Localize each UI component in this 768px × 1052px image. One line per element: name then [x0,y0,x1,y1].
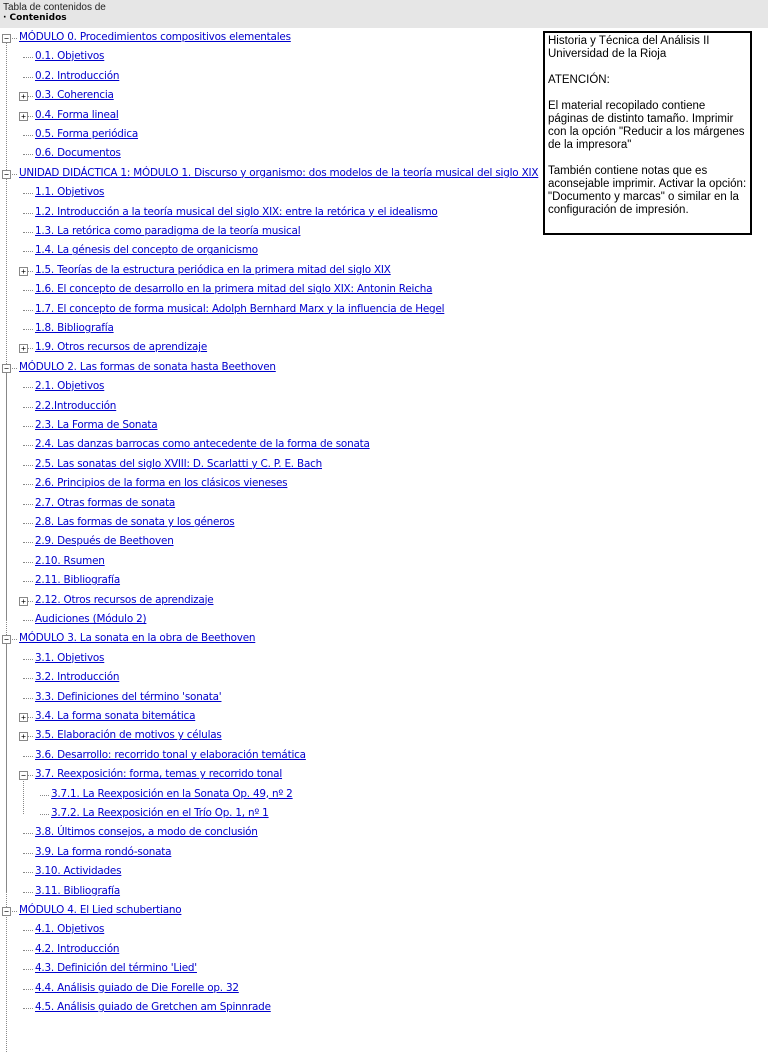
toc-link[interactable]: 1.3. La retórica como paradigma de la teoría musical [35,225,301,237]
expand-icon[interactable]: + [19,344,28,353]
tree-item [0,67,540,86]
toc-link[interactable]: 3.3. Definiciones del término 'sonata' [35,690,222,703]
expand-icon[interactable]: + [19,713,28,722]
toc-link[interactable]: 1.7. El concepto de forma musical: Adolph Bernhard Marx y la influencia de Hegel [35,302,445,315]
toc-link[interactable]: 3.9. La forma rondó-sonata [35,845,172,858]
tree-item [0,804,540,823]
tree-item [0,901,540,920]
tree-item [0,164,540,183]
expand-icon[interactable]: + [19,732,28,741]
tree-item [0,979,540,998]
toc-link[interactable]: MÓDULO 3. La sonata en la obra de Beethoven [19,632,256,645]
tree-item [0,300,540,319]
toc-link[interactable]: 4.5. Análisis guiado de Gretchen am Spinnrade [35,1001,271,1013]
toc-link[interactable]: 3.7. Reexposición: forma, temas y recorrido tonal [35,768,283,781]
tree-item [0,86,540,105]
collapse-icon[interactable]: − [2,170,11,179]
tree-item [0,610,540,629]
tree-item [0,726,540,745]
tree-item [0,765,540,784]
tree-item [0,707,540,726]
tree-item [0,629,540,648]
toc-link[interactable]: 2.10. Rsumen [35,554,105,567]
tree-item [0,746,540,765]
collapse-icon[interactable]: − [2,364,11,373]
tree-item [0,416,540,435]
toc-tree [0,28,540,1024]
toc-link[interactable]: 3.7.2. La Reexposición en el Trío Op. 1, nº 1 [51,807,269,819]
tree-item [0,261,540,280]
tree-spine [6,915,7,1008]
collapse-icon[interactable]: − [19,771,28,780]
tree-item [0,338,540,357]
toc-link[interactable]: 2.7. Otras formas de sonata [35,496,176,509]
tree-item [0,280,540,299]
toc-link[interactable]: 4.2. Introducción [35,942,120,955]
toc-link[interactable]: 2.2.Introducción [35,399,117,412]
toc-link[interactable]: 2.1. Objetivos [35,380,105,393]
toc-link[interactable]: 3.2. Introducción [35,671,120,684]
toc-link[interactable]: 1.9. Otros recursos de aprendizaje [35,341,208,354]
toc-header [0,0,768,28]
tree-item [0,241,540,260]
toc-link[interactable]: MÓDULO 4. El Lied schubertiano [19,904,182,916]
toc-link[interactable]: 0.5. Forma periódica [35,128,139,140]
toc-link[interactable]: 1.2. Introducción a la teoría musical del siglo XIX: entre la retórica y el idealismo [35,205,438,218]
toc-link[interactable]: 1.1. Objetivos [35,186,105,199]
tree-item [0,144,540,163]
tree-item [0,222,540,241]
toc-link[interactable]: 3.5. Elaboración de motivos y células [35,729,222,742]
tree-item [0,513,540,532]
tree-item [0,183,540,202]
toc-link[interactable]: 2.4. Las danzas barrocas como antecedente de la forma de sonata [35,438,370,451]
tree-spine [6,643,7,891]
tree-spine [6,42,7,154]
toc-link[interactable]: 2.8. Las formas de sonata y los géneros [35,516,235,528]
toc-title: Tabla de contenidos de [3,2,106,13]
toc-link[interactable]: 3.4. La forma sonata bitemática [35,710,196,722]
toc-link[interactable]: 3.6. Desarrollo: recorrido tonal y elaboración temática [35,748,306,761]
tree-item [0,532,540,551]
tree-spine [6,372,7,620]
tree-item [0,998,540,1017]
tree-item [0,785,540,804]
tree-item [0,862,540,881]
toc-link[interactable]: 0.2. Introducción [35,69,120,82]
tree-item [0,203,540,222]
tree-item [0,455,540,474]
toc-link[interactable]: 2.9. Después de Beethoven [35,535,174,548]
expand-icon[interactable]: + [19,597,28,606]
toc-link[interactable]: 1.8. Bibliografía [35,322,114,334]
toc-link[interactable]: 4.4. Análisis guiado de Die Forelle op. 32 [35,981,239,994]
toc-link[interactable]: 2.6. Principios de la forma en los clásicos vieneses [35,477,288,490]
toc-link[interactable]: 3.8. Últimos consejos, a modo de conclusión [35,826,258,839]
tree-item [0,435,540,454]
tree-spine [6,178,7,349]
expand-icon[interactable]: + [19,267,28,276]
tree-item [0,920,540,939]
toc-link[interactable]: 2.3. La Forma de Sonata [35,419,158,431]
tree-item [0,823,540,842]
toc-link[interactable]: 0.4. Forma lineal [35,108,119,121]
tree-item [0,319,540,338]
tree-item [0,494,540,513]
toc-subtitle: · Contenidos [3,13,67,23]
tree-item [0,649,540,668]
tree-item [0,28,540,47]
toc-link[interactable]: MÓDULO 0. Procedimientos compositivos elementales [19,31,291,43]
tree-item [0,106,540,125]
toc-link[interactable]: Audiciones (Módulo 2) [35,613,147,625]
toc-link[interactable]: 2.5. Las sonatas del siglo XVIII: D. Scarlatti y C. P. E. Bach [35,457,323,470]
tree-item [0,377,540,396]
toc-link[interactable]: 0.3. Coherencia [35,89,114,102]
tree-item [0,591,540,610]
tree-item [0,571,540,590]
toc-link[interactable]: MÓDULO 2. Las formas de sonata hasta Beethoven [19,360,276,373]
toc-link[interactable]: 2.11. Bibliografía [35,574,121,587]
toc-link[interactable]: 2.12. Otros recursos de aprendizaje [35,593,214,606]
tree-item [0,688,540,707]
tree-item [0,125,540,144]
tree-item [0,397,540,416]
tree-item [0,959,540,978]
toc-link[interactable]: 1.6. El concepto de desarrollo en la primera mitad del siglo XIX: Antonin Reicha [35,283,433,296]
collapse-icon[interactable]: − [2,34,11,43]
toc-link[interactable]: 0.1. Objetivos [35,50,105,63]
tree-item [0,474,540,493]
toc-link[interactable]: 0.6. Documentos [35,147,121,160]
tree-item [0,358,540,377]
toc-link[interactable]: 3.1. Objetivos [35,651,105,664]
toc-link[interactable]: UNIDAD DIDÁCTICA 1: MÓDULO 1. Discurso y organismo: dos modelos de la teoría musical del siglo XIX [19,166,539,179]
toc-link[interactable]: 3.7.1. La Reexposición en la Sonata Op. 49, nº 2 [51,787,293,800]
tree-item [0,940,540,959]
tree-item [0,882,540,901]
collapse-icon[interactable]: − [2,907,11,916]
toc-link[interactable]: 4.3. Definición del término 'Lied' [35,962,197,975]
toc-link[interactable]: 3.10. Actividades [35,865,122,878]
expand-icon[interactable]: + [19,112,28,121]
collapse-icon[interactable]: − [2,635,11,644]
toc-link[interactable]: 1.4. La génesis del concepto de organicismo [35,244,258,257]
notice-box: Historia y Técnica del Análisis II Universidad de la Rioja ATENCIÓN: El material recopilado contiene páginas de distinto tamaño. Imprimir con la opción "Reducir a los márgenes de la impresora" También contiene notas que es aconsejable imprimir. Activar la opción: "Documento y marcas" o similar en la configuración de impresión. [543,31,752,235]
tree-item [0,668,540,687]
tree-item [0,843,540,862]
tree-item [0,552,540,571]
toc-link[interactable]: 3.11. Bibliografía [35,884,121,897]
tree-item [0,47,540,66]
expand-icon[interactable]: + [19,92,28,101]
toc-link[interactable]: 1.5. Teorías de la estructura periódica en la primera mitad del siglo XIX [35,263,391,276]
toc-link[interactable]: 4.1. Objetivos [35,923,105,936]
